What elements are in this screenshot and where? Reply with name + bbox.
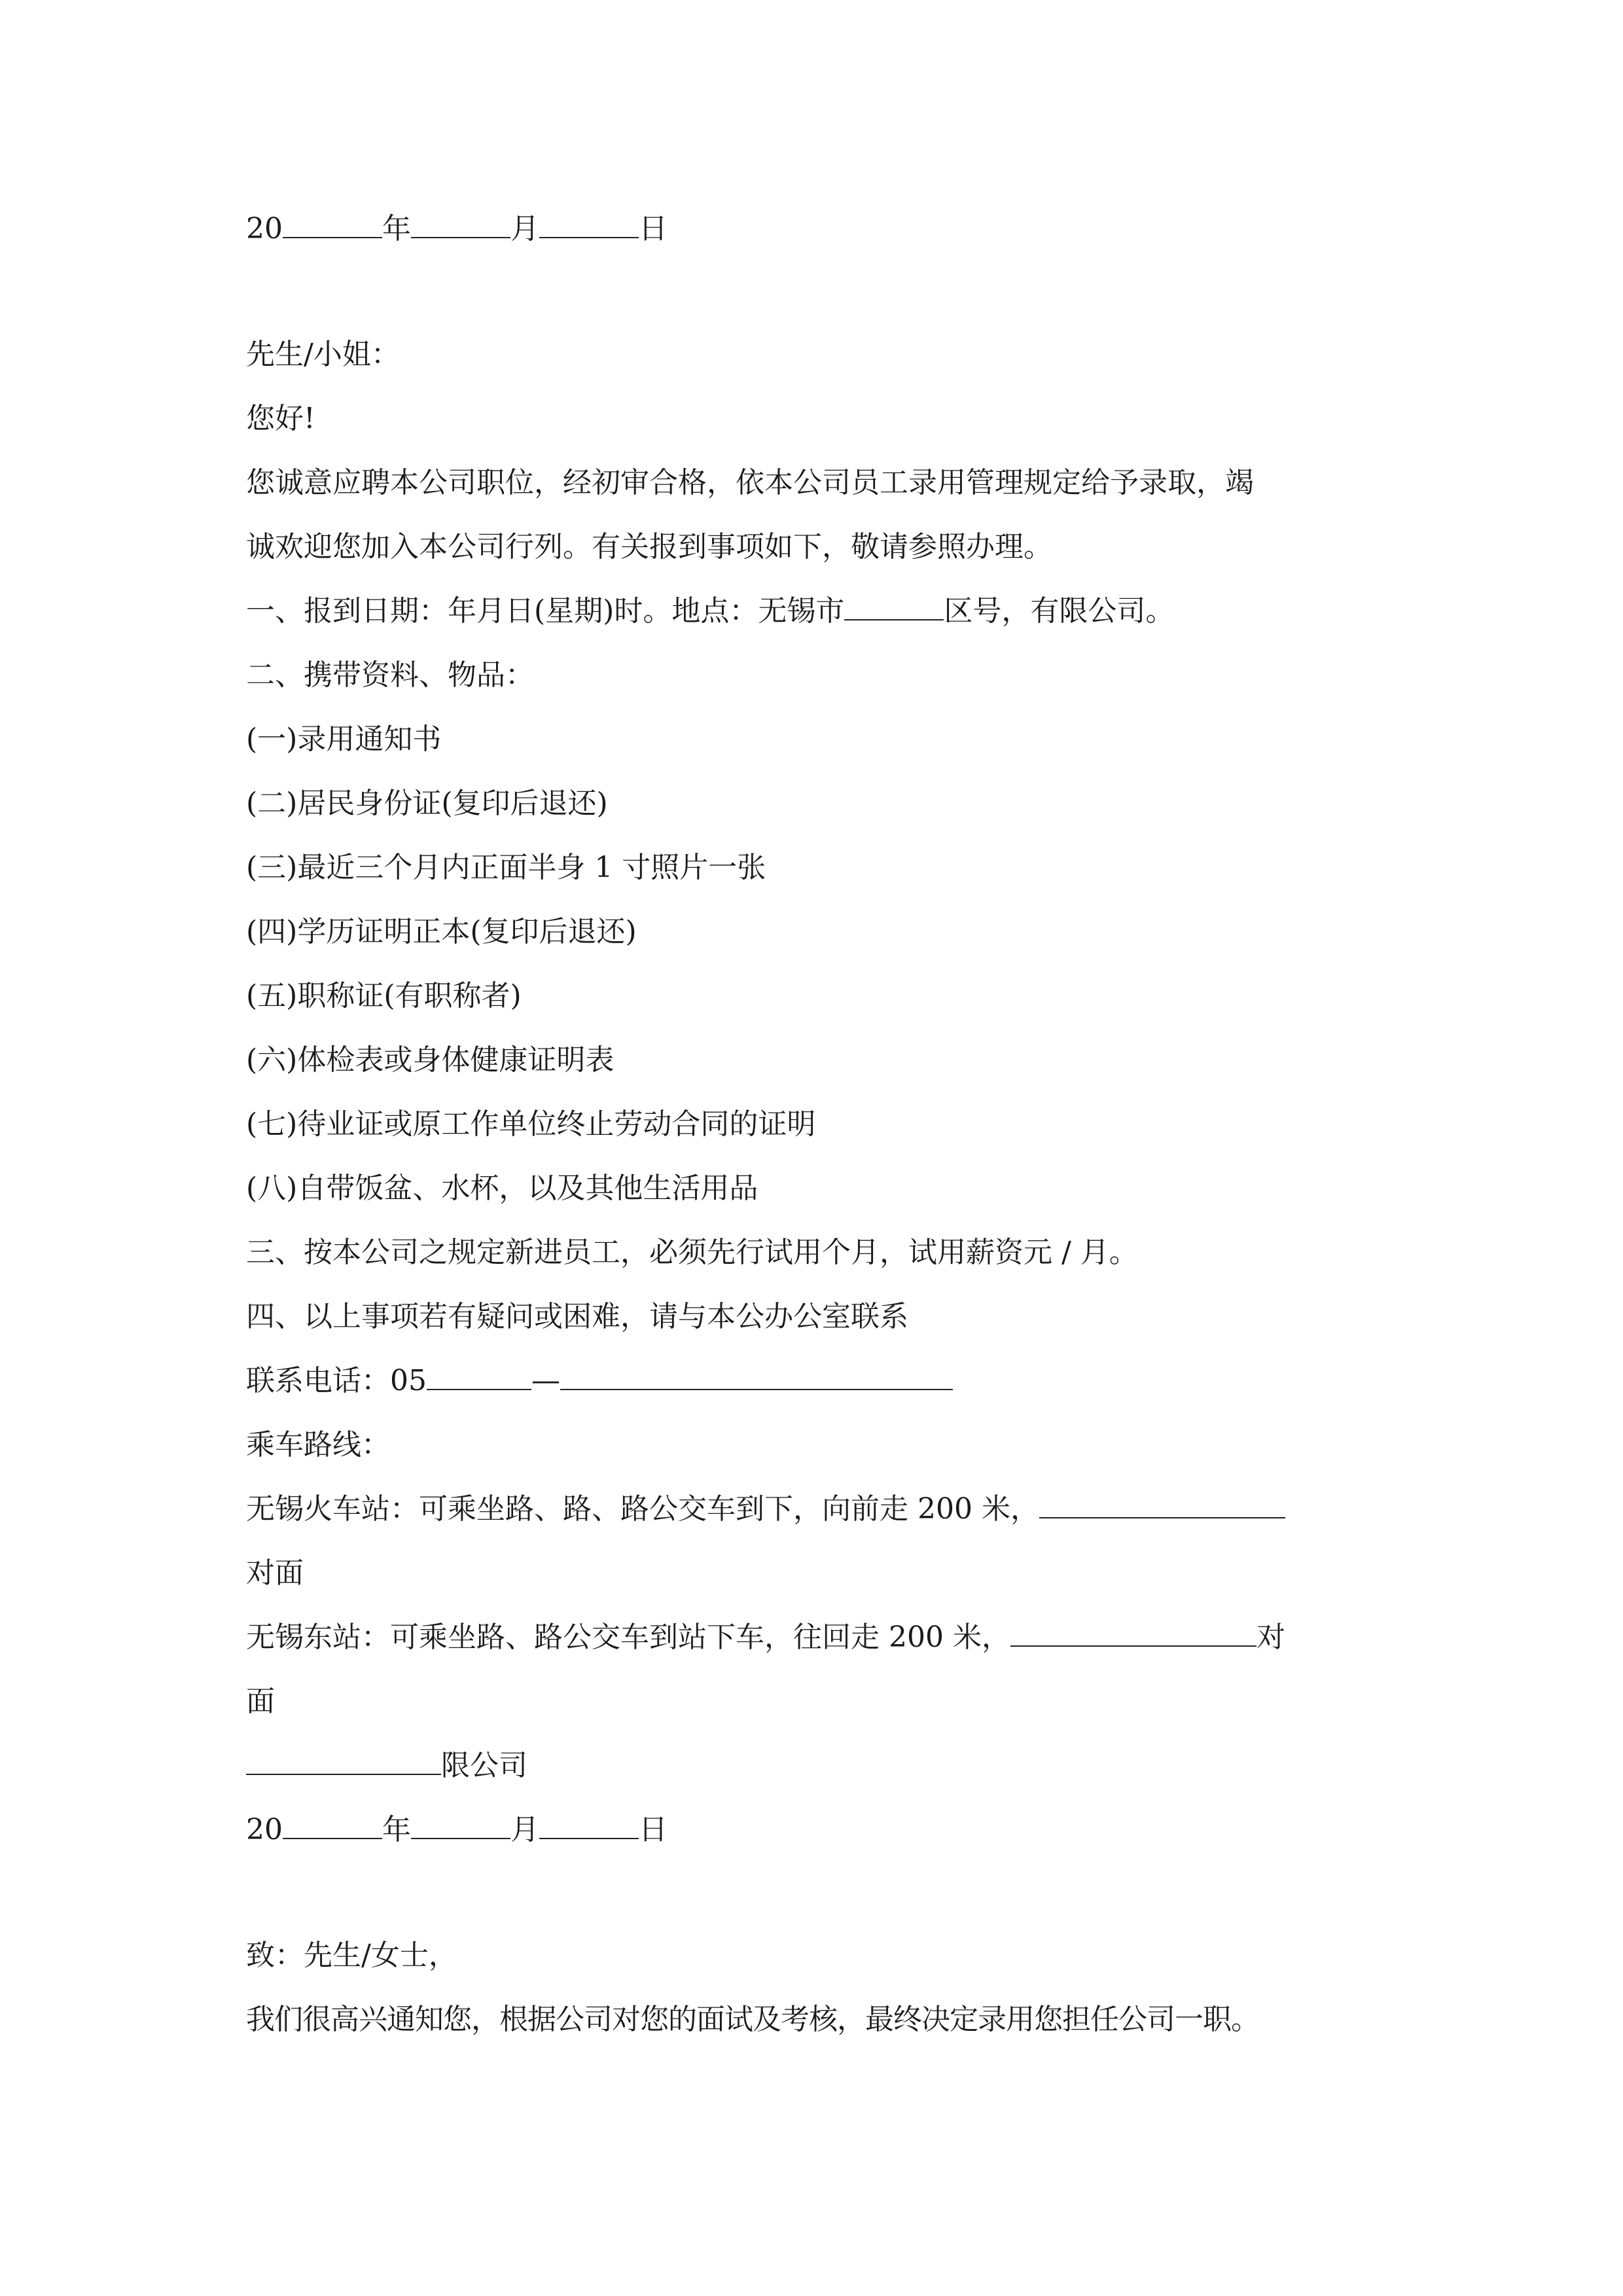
salutation-2: 致：先生/女士， [246,1939,457,1972]
company-suffix: 限公司 [441,1749,527,1782]
phone-dash: — [531,1364,560,1397]
salutation: 先生/小姐： [246,338,400,371]
date-day-label: 日 [639,212,668,245]
material-item: (一)录用通知书 [246,723,442,756]
date-year-prefix: 20 [246,1813,283,1846]
district-blank [844,592,944,620]
route-1-text: 无锡火车站：可乘坐路、路、路公交车到下，向前走 200 米， [246,1492,1039,1526]
phone-label: 联系电话：05 [246,1364,427,1397]
route-label: 乘车路线： [246,1428,390,1462]
route-2-tail: 对 [1256,1621,1285,1654]
intro-line-1: 您诚意应聘本公司职位，经初审合格，依本公司员工录用管理规定给予录取，竭 [246,466,1254,499]
date-month-label: 月 [510,212,539,245]
company-name-blank [246,1746,441,1775]
intro-line-2: 诚欢迎您加入本公司行列。有关报到事项如下，敬请参照办理。 [246,530,1052,564]
date-year-label: 年 [382,212,411,245]
greeting: 您好! [246,402,315,435]
route-1 [246,1490,1285,1529]
phone-line [246,1361,953,1401]
route-2-text: 无锡东站：可乘坐路、路公交车到站下车，往回走 200 米， [246,1621,1010,1654]
day-blank [539,209,639,238]
material-item: (六)体检表或身体健康证明表 [246,1043,615,1077]
date-day-label: 日 [639,1813,668,1846]
letter-2-body: 我们很高兴通知您，根据公司对您的面试及考核，最终决定录用您担任公司一职。 [246,2003,1259,2036]
material-item: (二)居民身份证(复印后退还) [246,787,608,820]
date-year-label: 年 [382,1813,411,1846]
area-code-blank [427,1361,531,1390]
route-1-end: 对面 [246,1556,304,1590]
material-item: (四)学历证明正本(复印后退还) [246,915,637,948]
date-year-prefix: 20 [246,212,283,245]
month-blank [411,1810,510,1839]
date-line-top [246,209,668,249]
item-1 [246,592,1174,631]
item-3: 三、按本公司之规定新进员工，必须先行试用个月，试用薪资元 / 月。 [246,1236,1138,1269]
date-line-bottom [246,1810,668,1850]
route-2-blank [1010,1618,1257,1647]
route-2-end: 面 [246,1685,275,1718]
month-blank [411,209,510,238]
material-item: (七)待业证或原工作单位终止劳动合同的证明 [246,1107,816,1141]
route-2 [246,1618,1285,1657]
company-signature [246,1746,527,1785]
material-item: (八)自带饭盆、水杯，以及其他生活用品 [246,1172,758,1205]
item-2: 二、携带资料、物品： [246,658,534,692]
year-blank [283,1810,382,1839]
material-item: (五)职称证(有职称者) [246,979,522,1013]
item-1-text: 一、报到日期：年月日(星期)时。地点：无锡市 [246,594,845,628]
item-1-tail: 区号，有限公司。 [944,594,1175,628]
phone-number-blank [560,1361,953,1390]
route-1-blank [1039,1490,1285,1518]
date-month-label: 月 [510,1813,539,1846]
material-item: (三)最近三个月内正面半身 1 寸照片一张 [246,851,766,884]
day-blank [539,1810,639,1839]
year-blank [283,209,382,238]
item-4: 四、以上事项若有疑问或困难，请与本公办公室联系 [246,1300,908,1333]
